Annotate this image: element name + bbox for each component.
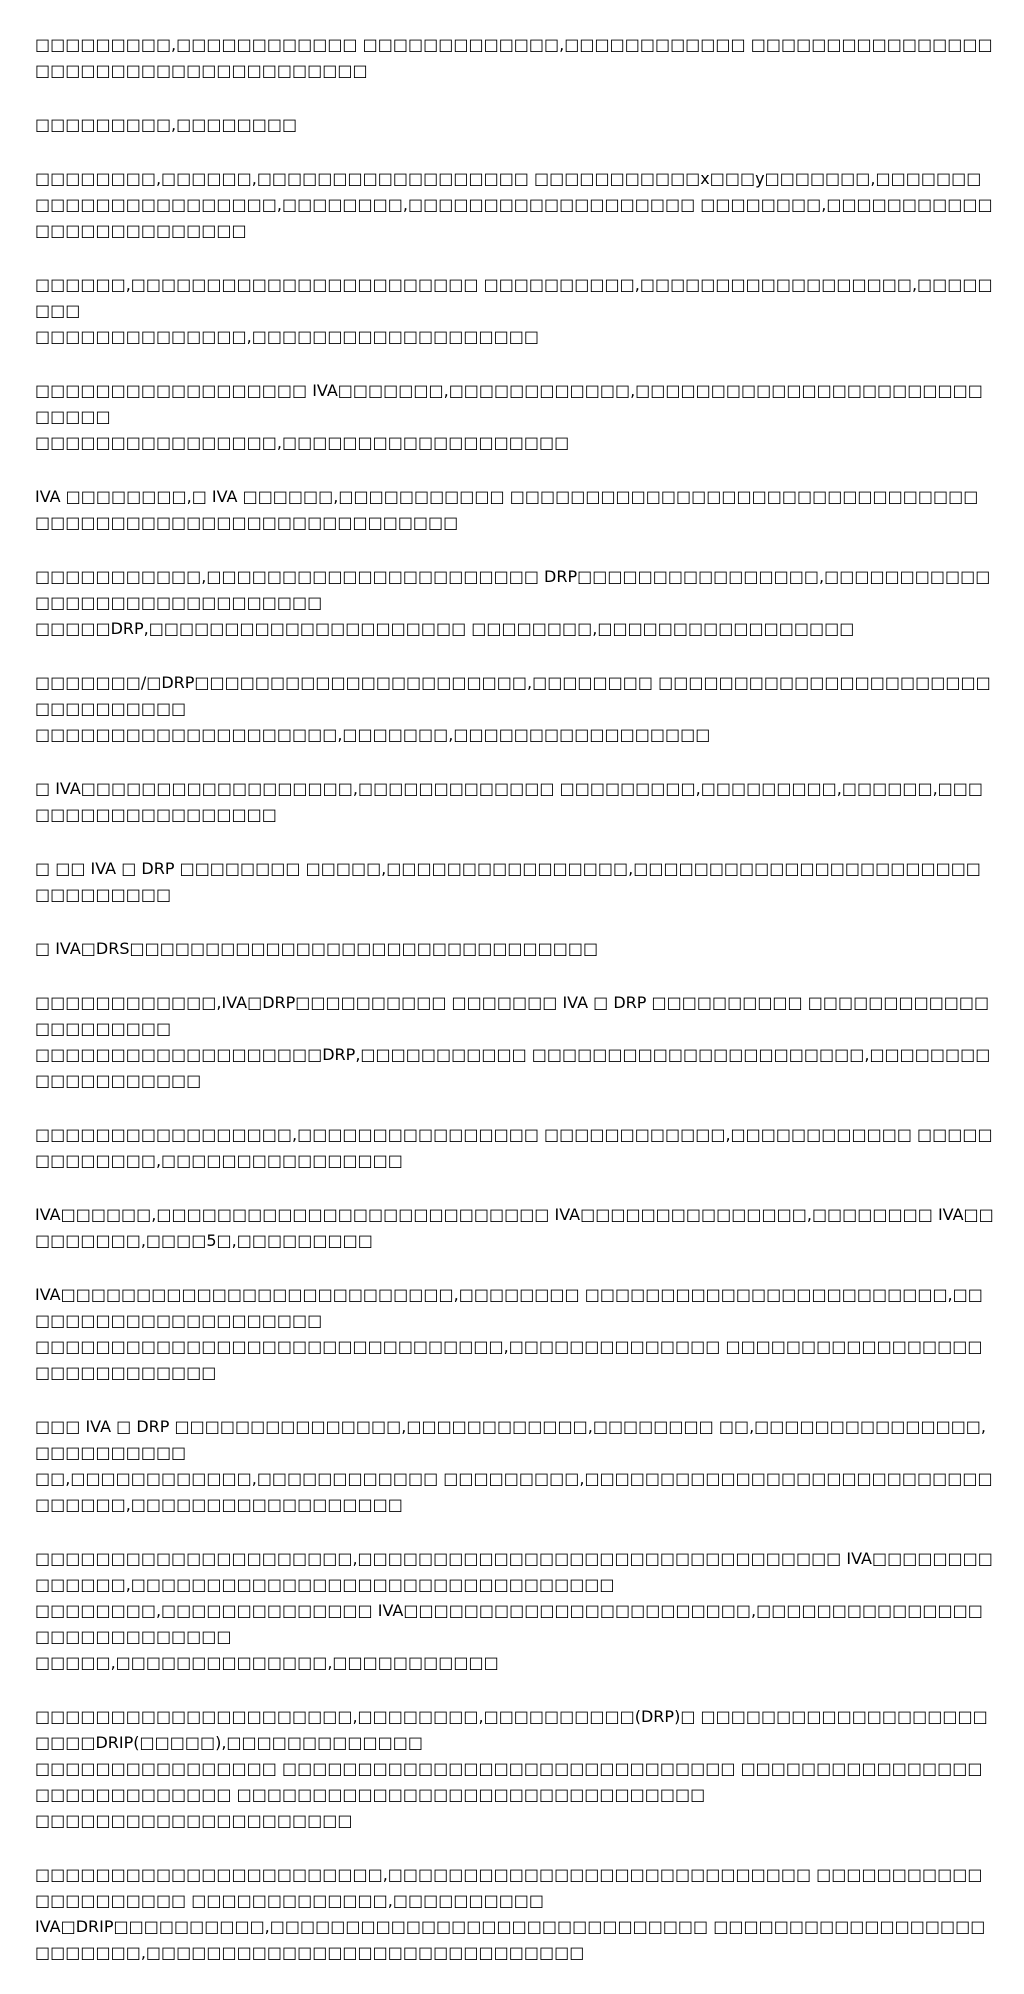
paragraph: □□□□□□□□□□□□,IVA□DRP□□□□□□□□□□ □□□□□□□ IVA □ DRP □□□□□□□□□□ □□□□□□□□□□□□□□□□□□□□□ □□□□□□□□□□□□□□□□□□□DRP,□□□□□□□□□□□ □□□□□□□□□□□□□□□□□□□□□□,□□□□□□□□□□□□□□□□□□□ [35,993,991,1090]
paragraph: □ IVA□□□□□□□□□□□□□□□□□□,□□□□□□□□□□□□□ □□□□□□□□□,□□□□□□□□□,□□□□□□,□□□□□□□□□□□□□□□□□□□ [35,779,984,824]
paragraph: □□□□□□□□,□□□□□□,□□□□□□□□□□□□□□□□□□ □□□□□□□□□□□x□□□y□□□□□□□,□□□□□□□ □□□□□□□□□□□□□□□□,□□□□□□□□,□□□□□□□□□□□□□□□□□□□ □□□□□□□□,□□□□□□□□□□□□□□□□□□□□□□□□□ [35,169,993,240]
paragraph: □□□□□□□□□□□□□□□□□□□□□,□□□□□□□□□□□□□□□□□□□□□□□□□□□□□□□□ IVA□□□□□□□□□□□□□□,□□□□□□□□□□□□□□□□□□□□□□□□□□□□□□□□ □□□□□□□□,□□□□□□□□□□□□□□ IVA□□□□□□□□□□□□□□□□□□□□□□□,□□□□□□□□□□□□□□□□□□□□□□□□□□□□ □□□□□,□□□□□□□□□□□□□□,□□□□□□□□□□□ [35,1549,993,1672]
paragraph: □□□□□□□□□,□□□□□□□□□□□□ □□□□□□□□□□□□□,□□□□□□□□□□□□ □□□□□□□□□□□□□□□□□□□□□□□□□□□□□□□□□□□□□□ [35,35,993,80]
paragraph: □□□□□□□□□,□□□□□□□□ [35,115,298,134]
paragraph: □□□□□□□/□DRP□□□□□□□□□□□□□□□□□□□□□□,□□□□□□□□ □□□□□□□□□□□□□□□□□□□□□□□□□□□□□□□□ □□□□□□□□□□□□□□□□□□□□,□□□□□□□,□□□□□□□□□□□□□□□□□ [35,673,991,744]
paragraph: □ □□ IVA □ DRP □□□□□□□□ □□□□□,□□□□□□□□□□□□□□□□,□□□□□□□□□□□□□□□□□□□□□□□□□□□□□□□□ [35,859,981,904]
paragraph: □□□□□□,□□□□□□□□□□□□□□□□□□□□□□□ □□□□□□□□□□,□□□□□□□□□□□□□□□□□□,□□□□□□□□ □□□□□□□□□□□□□□,□□□□□□□□□□□□□□□□□□□ [35,275,993,346]
paragraph: □□□□□□□□□□□,□□□□□□□□□□□□□□□□□□□□□□ DRP□□□□□□□□□□□□□□□□,□□□□□□□□□□□□□□□□□□□□□□□□□□□□□□ □□□□□DRP,□□□□□□□□□□□□□□□□□□□□□ □□□□□□□□,□□□□□□□□□□□□□□□□□ [35,567,991,638]
paragraph: IVA □□□□□□□□,□ IVA □□□□□□,□□□□□□□□□□□ □□□□□□□□□□□□□□□□□□□□□□□□□□□□□□□ □□□□□□□□□□□□□□□□□□□□□□□□□□□□ [35,487,979,532]
paragraph: □□□□□□□□□□□□□□□□□□ IVA□□□□□□□,□□□□□□□□□□□□,□□□□□□□□□□□□□□□□□□□□□□□□□□□□ □□□□□□□□□□□□□□□□,□□□□□□□□□□□□□□□□□□□ [35,381,983,452]
paragraph: □□□□□□□□□□□□□□□□□,□□□□□□□□□□□□□□□□ □□□□□□□□□□□□,□□□□□□□□□□□□ □□□□□□□□□□□□□,□□□□□□□□□□□□□□□□ [35,1125,993,1170]
paragraph: IVA□□□□□□□□□□□□□□□□□□□□□□□□□□,□□□□□□□□ □□□□□□□□□□□□□□□□□□□□□□□□,□□□□□□□□□□□□□□□□□□□□□ □□□□□□□□□□□□□□□□□□□□□□□□□□□□□□□,□□□□□□□□□□□□□□ □□□□□□□□□□□□□□□□□□□□□□□□□□□□□ [35,1285,983,1382]
paragraph: □□□ IVA □ DRP □□□□□□□□□□□□□□□,□□□□□□□□□□□□,□□□□□□□□ □□,□□□□□□□□□□□□□□□,□□□□□□□□□□ □□,□□□□□□□□□□□□,□□□□□□□□□□□□ □□□□□□□□□,□□□□□□□□□□□□□□□□□□□□□□□□□□□□□□□□□,□□□□□□□□□□□□□□□□□□ [35,1417,993,1514]
document-body [35,32,995,1994]
paragraph: IVA□□□□□□,□□□□□□□□□□□□□□□□□□□□□□□□□□ IVA□□□□□□□□□□□□□□□,□□□□□□□□ IVA□□□□□□□□□,□□□□5□,□□□□□□□□□ [35,1205,994,1250]
paragraph: □□□□□□□□□□□□□□□□□□□□□,□□□□□□□□,□□□□□□□□□□(DRP)□ □□□□□□□□□□□□□□□□□□□□□□□DRIP(□□□□□),□□□□□□□□□□□□□ □□□□□□□□□□□□□□□□ □□□□□□□□□□□□□□□□□□□□□□□□□□□□□□ □□□□□□□□□□□□□□□□□□□□□□□□□□□□□ □□□□□□□□□□□□□□□□□□□□□□□□□□□□□□□ □□□□□□□□□□□□□□□□□□□□□ [35,1707,988,1830]
paragraph: □□□□□□□□□□□□□□□□□□□□□□□,□□□□□□□□□□□□□□□□□□□□□□□□□□□□ □□□□□□□□□□□□□□□□□□□□□ □□□□□□□□□□□□□,□□□□□□□□□□ IVA□DRIP□□□□□□□□□□,□□□□□□□□□□□□□□□□□□□□□□□□□□□□□ □□□□□□□□□□□□□□□□□□□□□□□□□,□□□□□□□□□□□□□□□□□□□□□□□□□□□□□ [35,1865,986,1962]
paragraph: □ IVA□DRS□□□□□□□□□□□□□□□□□□□□□□□□□□□□□□□ [35,939,599,958]
